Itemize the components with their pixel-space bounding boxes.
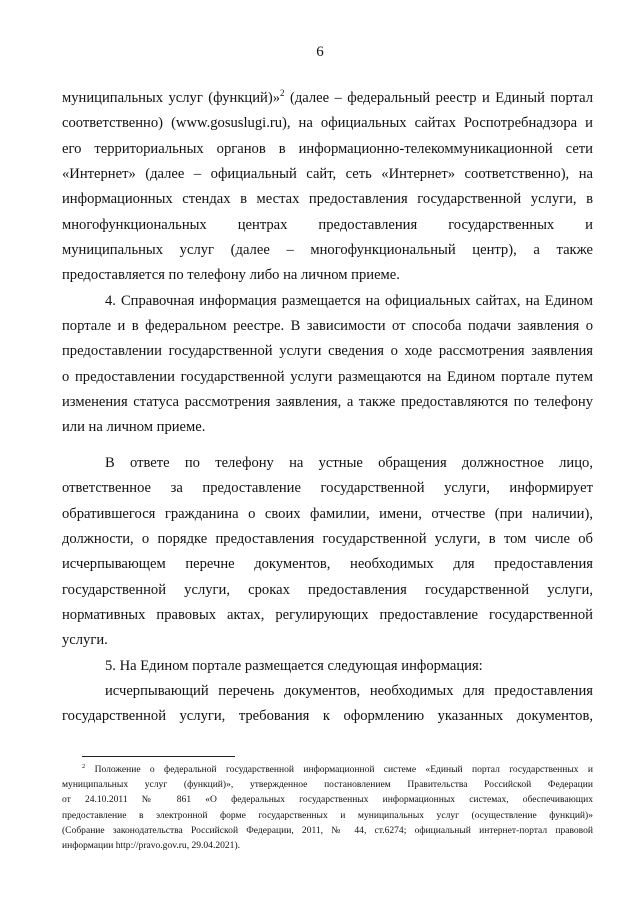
text-line: соответственно) (www.gosuslugi.ru), на официальных сайтах Роспотребнадзора и bbox=[62, 115, 593, 132]
text-line: В ответе по телефону на устные обращения должностное лицо, bbox=[105, 454, 593, 471]
text-line: государственной услуги, требования к оформлению указанных документов, bbox=[62, 708, 593, 725]
footnote-line: муниципальных услуг (функций)», утвержденное постановлением Правительства Российской Федерации bbox=[62, 779, 593, 791]
footnote-separator bbox=[82, 756, 235, 757]
text-line: предоставляется по телефону либо на личном приеме. bbox=[62, 267, 400, 284]
footnote-reference[interactable]: 2 bbox=[280, 88, 285, 99]
paragraph-gap bbox=[62, 441, 593, 451]
text-line: муниципальных услуг (далее – многофункциональный центр), а также bbox=[62, 242, 593, 259]
text-line: портале и в федеральном реестре. В зависимости от способа подачи заявления о bbox=[62, 318, 593, 335]
paragraph-item-5 bbox=[62, 654, 593, 679]
paragraph-item-4 bbox=[62, 289, 593, 441]
paragraph-phone-answer bbox=[62, 451, 593, 654]
footnote-line: предоставление в электронной форме государственных и муниципальных услуг (осуществление функций)» bbox=[62, 809, 593, 821]
text-line: или на личном приеме. bbox=[62, 419, 206, 436]
text-line bbox=[62, 86, 593, 111]
text-line: многофункциональных центрах предоставления государственных и bbox=[62, 216, 593, 233]
footnote-line bbox=[62, 762, 593, 777]
text-line: должности, о порядке предоставления государственной услуги, в том числе об bbox=[62, 530, 593, 547]
footnote-marker: 2 bbox=[82, 762, 86, 770]
paragraph-contact-channels bbox=[62, 86, 593, 289]
text-line: исчерпывающий перечень документов, необходимых для предоставления bbox=[105, 682, 593, 699]
text-line: 4. Справочная информация размещается на официальных сайтах, на Едином bbox=[105, 292, 593, 309]
footnote-line: от 24.10.2011 № 861 «О федеральных государственных информационных системах, обеспечивающих bbox=[62, 794, 593, 806]
text-line: нормативных правовых актах, регулирующих предоставление государственной bbox=[62, 606, 593, 623]
paragraph-documents-list bbox=[62, 679, 593, 730]
text-line: предоставлении государственной услуги сведения о ходе рассмотрения заявления bbox=[62, 343, 593, 360]
document-body bbox=[62, 86, 593, 730]
text-line: 5. На Едином портале размещается следующая информация: bbox=[105, 657, 483, 674]
footnote-line: информации http://pravo.gov.ru, 29.04.2021). bbox=[62, 840, 241, 852]
text-line: «Интернет» (далее – официальный сайт, сеть «Интернет» соответственно), на bbox=[62, 166, 593, 183]
footnote bbox=[62, 762, 593, 853]
text-line: изменения статуса рассмотрения заявления, а также предоставляются по телефону bbox=[62, 394, 593, 411]
text-line: ответственное за предоставление государственной услуги, информирует bbox=[62, 480, 593, 497]
text-line: услуги. bbox=[62, 632, 108, 649]
text-segment: Положение о федеральной государственной информационной системе «Единый портал государственных и bbox=[85, 764, 593, 775]
footnote-line: (Собрание законодательства Российской Федерации, 2011, № 44, ст.6274; официальный интернет-портал правовой bbox=[62, 824, 593, 836]
text-line: обратившегося гражданина о своих фамилии, имени, отчестве (при наличии), bbox=[62, 505, 593, 522]
text-line: информационных стендах в местах предоставления государственной услуги, в bbox=[62, 191, 593, 208]
page-number: 6 bbox=[316, 44, 324, 60]
text-line: его территориальных органов в информационно-телекоммуникационной сети bbox=[62, 140, 593, 157]
text-line: исчерпывающем перечне документов, необходимых для предоставления bbox=[62, 556, 593, 573]
text-line: государственной услуги, сроках предоставления государственной услуги, bbox=[62, 581, 593, 598]
text-segment: (далее – федеральный реестр и Единый портал bbox=[284, 90, 593, 106]
text-line: о предоставлении государственной услуги размещаются на Едином портале путем bbox=[62, 368, 593, 385]
text-segment: муниципальных услуг (функций)» bbox=[62, 90, 281, 106]
